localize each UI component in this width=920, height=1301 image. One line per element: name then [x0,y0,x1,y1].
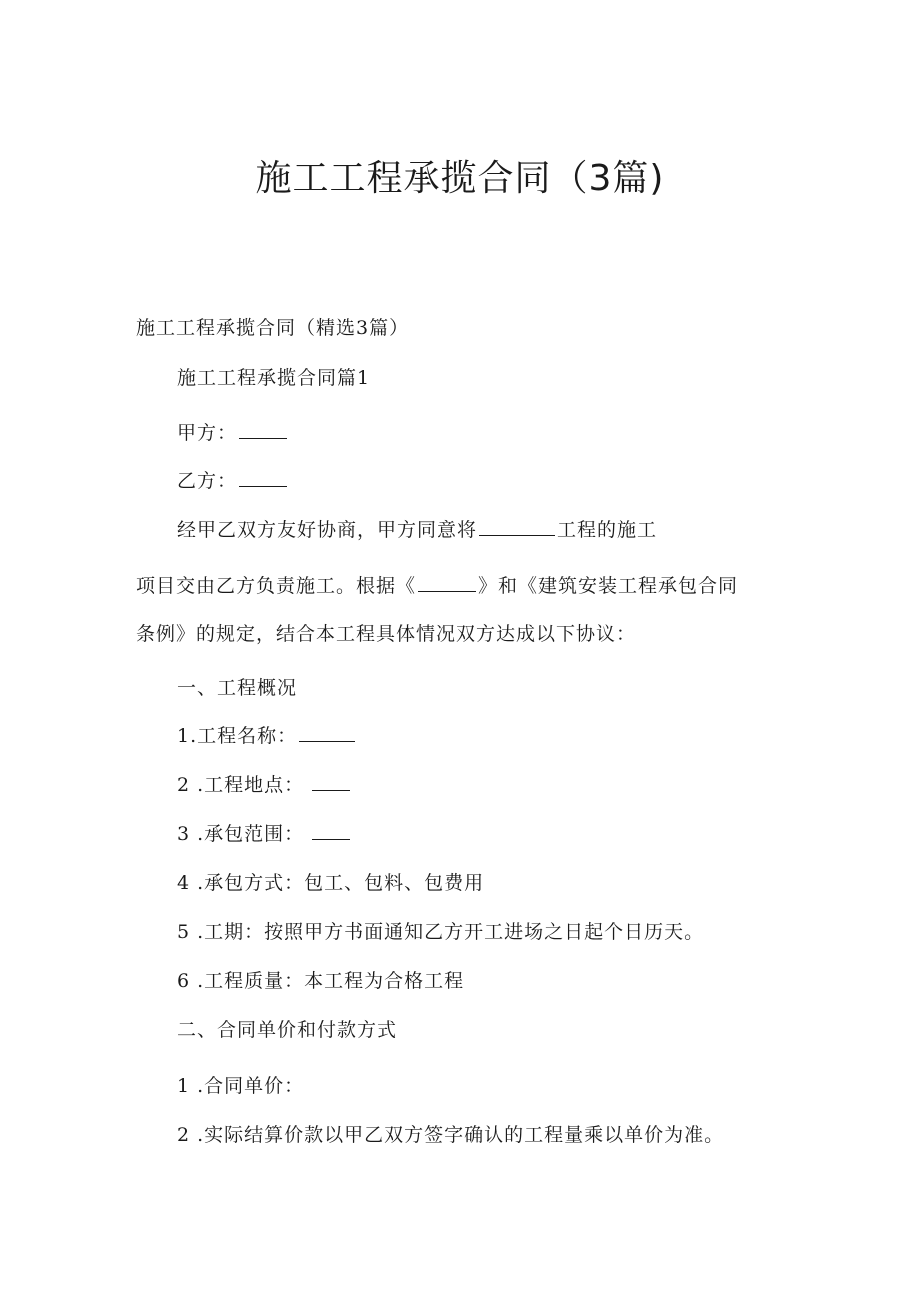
law-name-blank [418,573,476,592]
item-project-location-label: 2 .工程地点： [177,774,305,796]
intro-line-3: 条例》的规定，结合本工程具体情况双方达成以下协议： [136,623,637,645]
intro-line2-part-a: 项目交由乙方负责施工。根据《 [136,575,417,597]
section-heading: 施工工程承揽合同篇1 [177,367,371,389]
item-project-location [177,772,352,797]
item-project-name-blank [299,723,355,742]
project-name-blank [479,517,555,536]
intro-line-2 [136,573,738,598]
party-b-label: 乙方： [177,470,238,492]
party-b-line [177,468,289,493]
intro-line1-part-b: 工程的施工 [557,519,658,541]
document-subtitle: 施工工程承揽合同（精选3篇） [136,317,410,339]
item-project-quality: 6 .工程质量：本工程为合格工程 [177,970,465,992]
item-settlement: 2 .实际结算价款以甲乙双方签字确认的工程量乘以单价为准。 [177,1124,725,1146]
item-project-location-blank [312,772,350,791]
party-a-line [177,420,289,445]
item-project-name-label: 1.工程名称： [177,725,298,747]
document-title: 施工工程承揽合同（3篇) [255,158,665,199]
item-unit-price: 1 .合同单价： [177,1075,305,1097]
part1-heading: 一、工程概况 [177,677,298,699]
part2-heading: 二、合同单价和付款方式 [177,1019,398,1041]
party-a-label: 甲方： [177,422,238,444]
party-b-blank [239,468,287,487]
item-contract-method: 4 .承包方式：包工、包料、包费用 [177,872,485,894]
item-construction-period: 5 .工期：按照甲方书面通知乙方开工进场之日起个日历天。 [177,921,705,943]
item-project-name [177,723,357,748]
intro-line1-part-a: 经甲乙双方友好协商，甲方同意将 [177,519,478,541]
item-contract-scope-label: 3 .承包范围： [177,823,305,845]
item-contract-scope [177,821,352,846]
intro-line2-part-b: 》和《建筑安装工程承包合同 [478,575,739,597]
party-a-blank [239,420,287,439]
item-contract-scope-blank [312,821,350,840]
intro-line-1 [177,517,657,542]
